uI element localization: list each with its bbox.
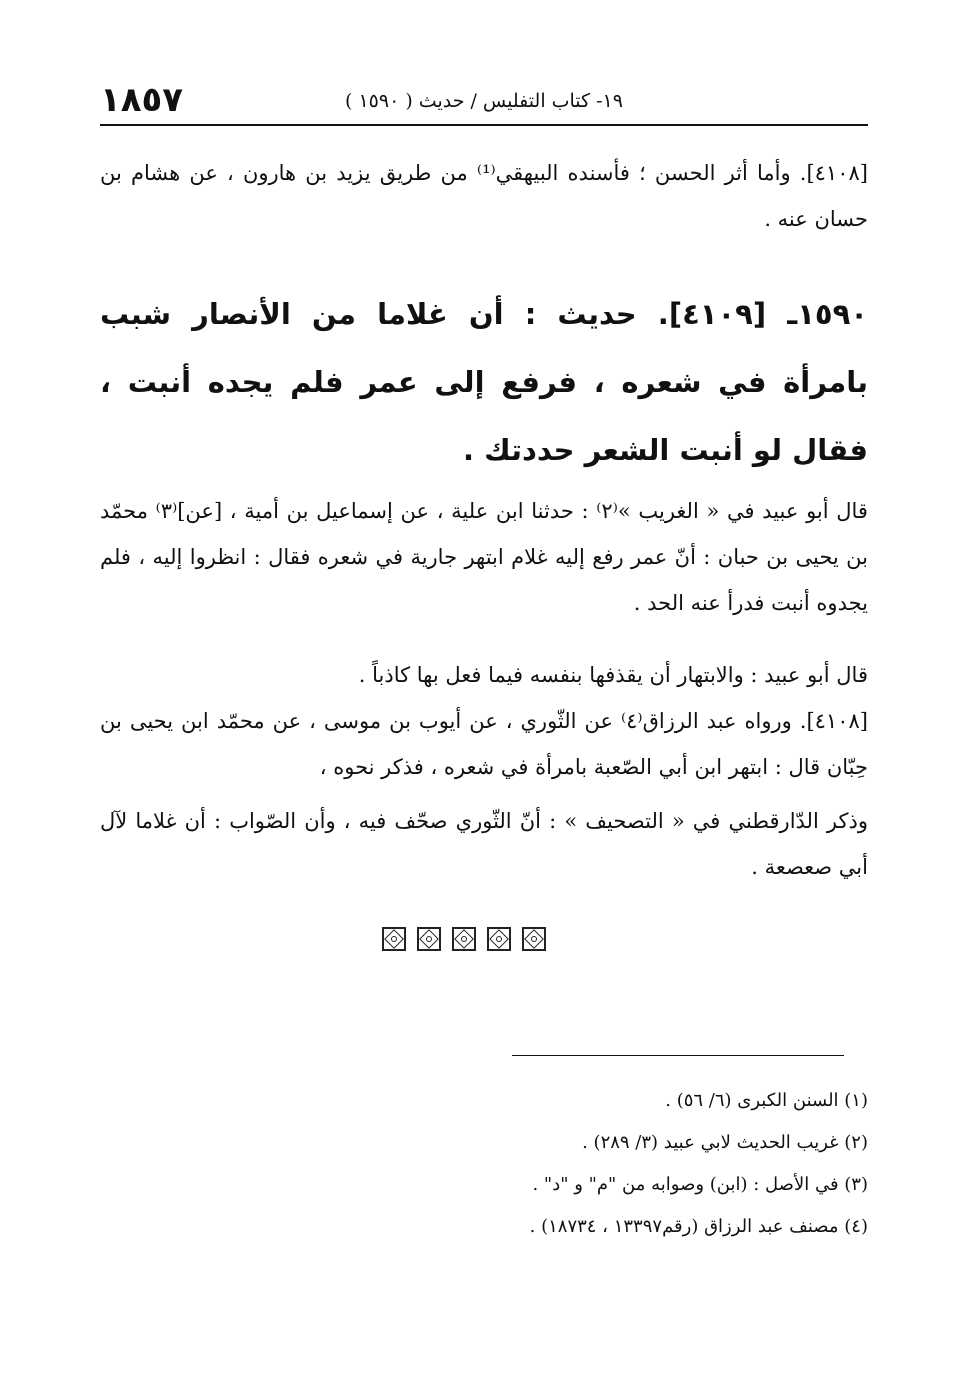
footnote-3: (٣) في الأصل : (ابن) وصوابه من "م" و "د" . <box>532 1174 868 1195</box>
section-ornament <box>382 927 546 955</box>
page-header <box>100 78 868 126</box>
hadith-text: ١٥٩٠ـ [٤١٠٩]. حديث : أن غلاما من الأنصار شبب بامرأة في شعره ، فرفع إلى عمر فلم يجده أنبت ، فقال لو أنبت الشعر حددتك . <box>100 297 868 467</box>
footnote-4: (٤) مصنف عبد الرزاق (رقم١٣٣٩٧ ، ١٨٧٣٤) . <box>529 1216 868 1237</box>
footnote-separator <box>512 1055 844 1056</box>
paragraph-abdulrazzaq: [٤١٠٨]. ورواه عبد الرزاق⁽٤⁾ عن الثّوري ، عن أيوب بن موسى ، عن محمّد ابن يحيى بن حِبّان قال : ابتهر ابن أبي الصّعبة بامرأة في شعره ، فذكر نحوه ، <box>100 709 868 779</box>
ornament-icon <box>522 927 546 951</box>
ornament-icon <box>382 927 406 951</box>
paragraph-daraqutni: وذكر الدّارقطني في « التصحيف » : أنّ الثّوري صحّف فيه ، وأن الصّواب : أن غلاما لآل أبي صعصعة . <box>100 809 868 879</box>
paragraph-hasan-athar: [٤١٠٨]. وأما أثر الحسن ؛ فأسنده البيهقي⁽¹⁾ من طريق يزيد بن هارون ، عن هشام بن حسان عنه . <box>100 161 868 231</box>
ornament-icon <box>417 927 441 951</box>
paragraph-ibtihar-definition: قال أبو عبيد : والابتهار أن يقذفها بنفسه فيما فعل بها كاذباً . <box>358 663 868 687</box>
page-number: ١٨٥٧ <box>100 80 184 120</box>
footnote-1: (١) السنن الكبرى (٦/ ٥٦) . <box>665 1090 868 1111</box>
footnotes <box>300 1080 868 1248</box>
running-title: ١٩- كتاب التفليس / حديث ( ١٥٩٠ ) <box>345 90 623 112</box>
footnote-2: (٢) غريب الحديث لابي عبيد (٣/ ٢٨٩) . <box>582 1132 868 1153</box>
ornament-icon <box>452 927 476 951</box>
paragraph-abu-ubaid: قال أبو عبيد في « الغريب »⁽٢⁾ : حدثنا ابن علية ، عن إسماعيل بن أمية ، [عن]⁽٣⁾ محمّد بن يحيى بن حبان : أنّ عمر رفع إليه غلام ابتهر جارية في شعره فقال : انظروا إليه ، فلم يجدوه أنبت فدرأ عنه الحد . <box>100 499 868 615</box>
ornament-icon <box>487 927 511 951</box>
